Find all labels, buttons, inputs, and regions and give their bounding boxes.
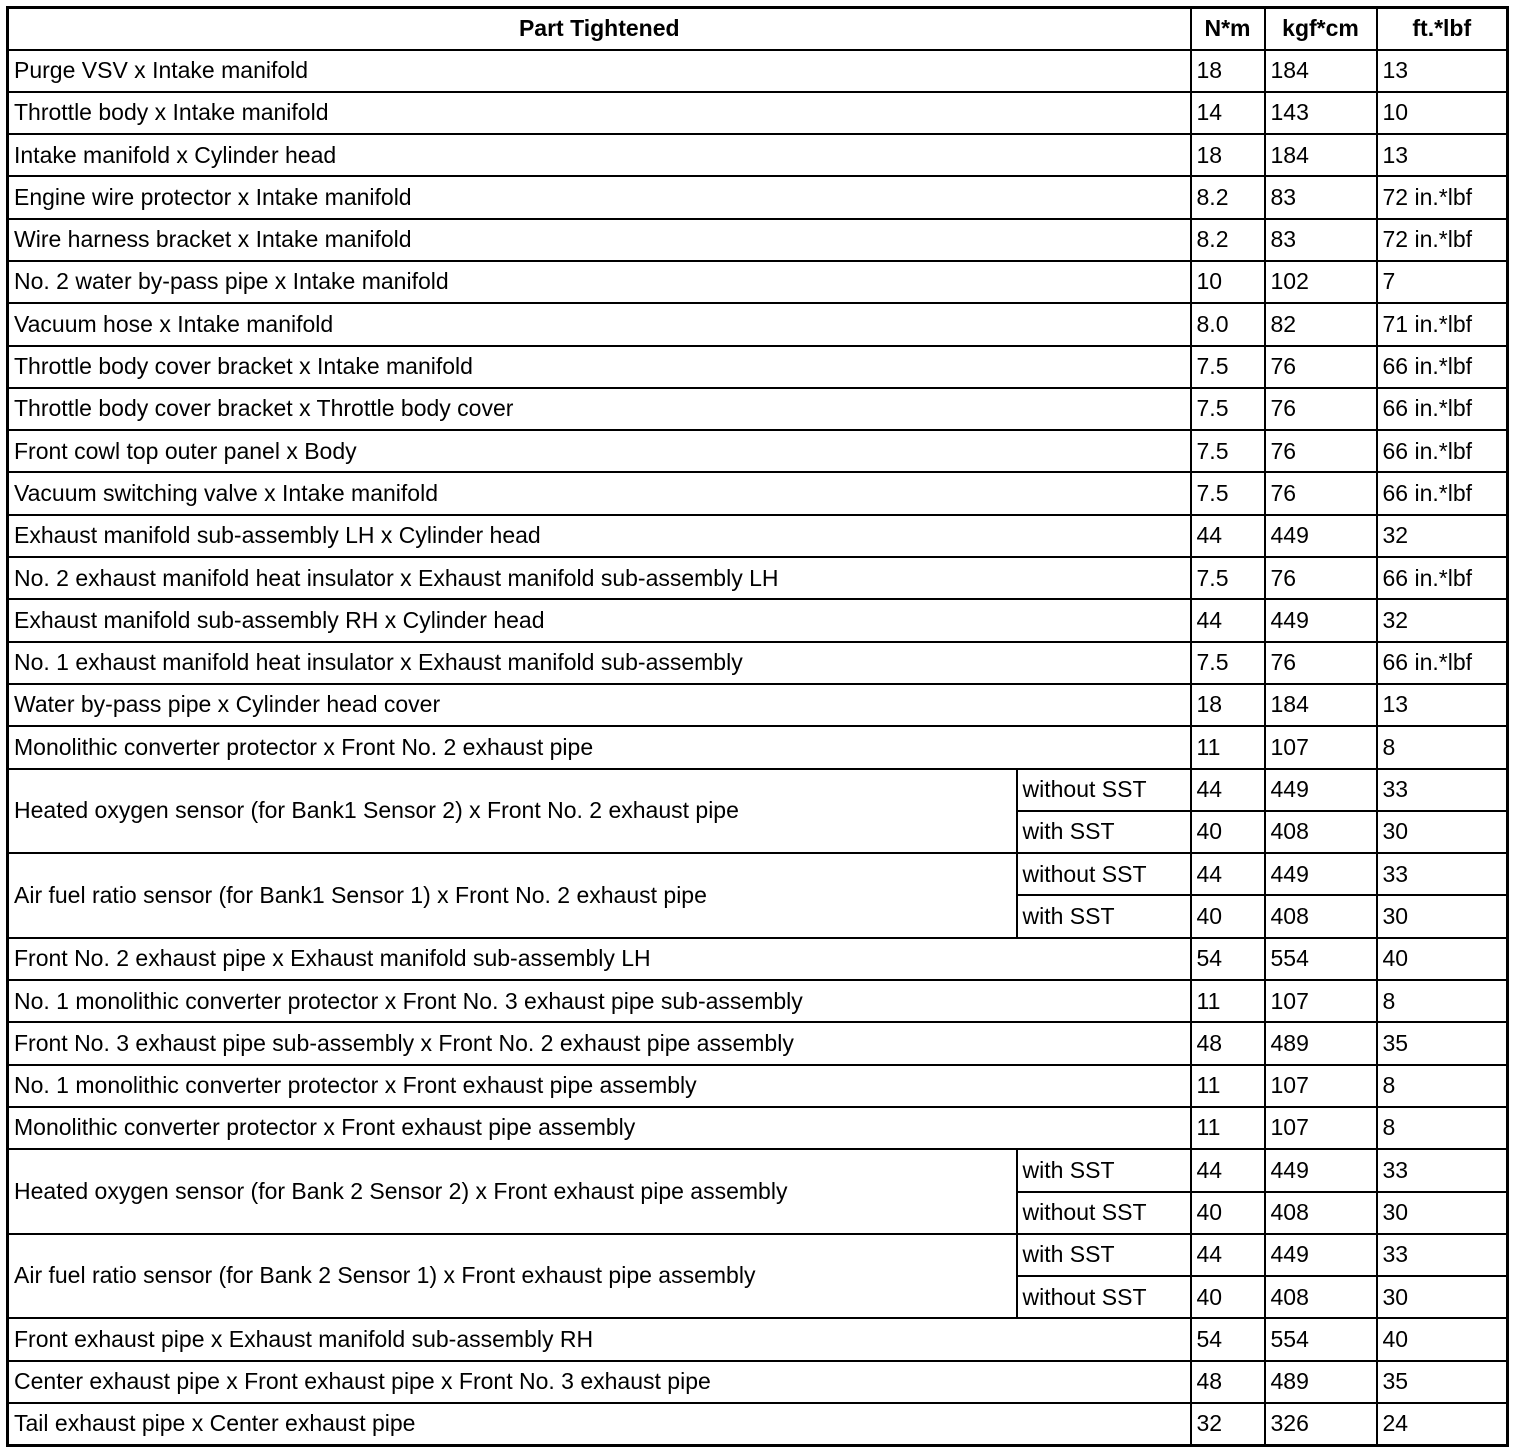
ftlbf-cell: 66 in.*lbf <box>1377 430 1508 472</box>
table-row <box>8 219 1508 261</box>
kgfcm-cell: 107 <box>1265 726 1377 768</box>
table-row <box>8 1361 1508 1403</box>
ftlbf-cell: 40 <box>1377 1318 1508 1360</box>
kgfcm-cell: 184 <box>1265 134 1377 176</box>
table-row <box>8 346 1508 388</box>
nm-cell: 7.5 <box>1191 472 1265 514</box>
ftlbf-cell: 24 <box>1377 1403 1508 1446</box>
part-cell: Front No. 3 exhaust pipe sub-assembly x Front No. 2 exhaust pipe assembly <box>8 1022 1191 1064</box>
nm-cell: 14 <box>1191 92 1265 134</box>
table-row <box>8 515 1508 557</box>
table-row <box>8 1065 1508 1107</box>
nm-cell: 54 <box>1191 1318 1265 1360</box>
nm-cell: 18 <box>1191 50 1265 92</box>
kgfcm-cell: 76 <box>1265 472 1377 514</box>
part-cell: Tail exhaust pipe x Center exhaust pipe <box>8 1403 1191 1446</box>
part-cell: No. 2 water by-pass pipe x Intake manifold <box>8 261 1191 303</box>
table-row <box>8 1149 1508 1191</box>
kgfcm-cell: 408 <box>1265 1192 1377 1234</box>
kgfcm-cell: 408 <box>1265 895 1377 937</box>
ftlbf-cell: 13 <box>1377 134 1508 176</box>
part-cell: Throttle body cover bracket x Throttle body cover <box>8 388 1191 430</box>
table-row <box>8 1318 1508 1360</box>
part-cell: Front cowl top outer panel x Body <box>8 430 1191 472</box>
table-row <box>8 684 1508 726</box>
kgfcm-cell: 449 <box>1265 599 1377 641</box>
kgfcm-cell: 82 <box>1265 303 1377 345</box>
nm-cell: 7.5 <box>1191 642 1265 684</box>
kgfcm-cell: 408 <box>1265 1276 1377 1318</box>
nm-cell: 10 <box>1191 261 1265 303</box>
kgfcm-cell: 76 <box>1265 557 1377 599</box>
condition-cell: with SST <box>1017 1234 1191 1276</box>
kgfcm-cell: 326 <box>1265 1403 1377 1446</box>
ftlbf-cell: 66 in.*lbf <box>1377 472 1508 514</box>
part-cell: Water by-pass pipe x Cylinder head cover <box>8 684 1191 726</box>
table-row <box>8 726 1508 768</box>
kgfcm-cell: 554 <box>1265 938 1377 980</box>
table-row <box>8 430 1508 472</box>
condition-cell: without SST <box>1017 853 1191 895</box>
ftlbf-cell: 32 <box>1377 599 1508 641</box>
nm-cell: 8.2 <box>1191 176 1265 218</box>
ftlbf-cell: 35 <box>1377 1361 1508 1403</box>
part-cell: No. 1 exhaust manifold heat insulator x Exhaust manifold sub-assembly <box>8 642 1191 684</box>
part-cell: Purge VSV x Intake manifold <box>8 50 1191 92</box>
part-cell: Intake manifold x Cylinder head <box>8 134 1191 176</box>
nm-cell: 7.5 <box>1191 388 1265 430</box>
part-cell: Heated oxygen sensor (for Bank 2 Sensor 2) x Front exhaust pipe assembly <box>8 1149 1017 1234</box>
part-cell: Monolithic converter protector x Front No. 2 exhaust pipe <box>8 726 1191 768</box>
ftlbf-cell: 66 in.*lbf <box>1377 346 1508 388</box>
condition-cell: with SST <box>1017 895 1191 937</box>
part-cell: Engine wire protector x Intake manifold <box>8 176 1191 218</box>
nm-cell: 7.5 <box>1191 346 1265 388</box>
part-cell: Air fuel ratio sensor (for Bank1 Sensor 1) x Front No. 2 exhaust pipe <box>8 853 1017 938</box>
kgfcm-cell: 76 <box>1265 430 1377 472</box>
ftlbf-cell: 13 <box>1377 684 1508 726</box>
kgfcm-cell: 83 <box>1265 219 1377 261</box>
kgfcm-cell: 489 <box>1265 1022 1377 1064</box>
ftlbf-cell: 32 <box>1377 515 1508 557</box>
table-row <box>8 938 1508 980</box>
condition-cell: without SST <box>1017 1276 1191 1318</box>
torque-spec-table <box>6 6 1509 1447</box>
ftlbf-cell: 8 <box>1377 1065 1508 1107</box>
table-row <box>8 1022 1508 1064</box>
header-ftlbf: ft.*lbf <box>1377 8 1508 50</box>
nm-cell: 8.0 <box>1191 303 1265 345</box>
table-row <box>8 472 1508 514</box>
kgfcm-cell: 76 <box>1265 346 1377 388</box>
table-row <box>8 557 1508 599</box>
kgfcm-cell: 184 <box>1265 50 1377 92</box>
ftlbf-cell: 66 in.*lbf <box>1377 388 1508 430</box>
condition-cell: with SST <box>1017 1149 1191 1191</box>
ftlbf-cell: 8 <box>1377 1107 1508 1149</box>
nm-cell: 7.5 <box>1191 430 1265 472</box>
kgfcm-cell: 554 <box>1265 1318 1377 1360</box>
kgfcm-cell: 408 <box>1265 811 1377 853</box>
kgfcm-cell: 449 <box>1265 769 1377 811</box>
part-cell: No. 2 exhaust manifold heat insulator x Exhaust manifold sub-assembly LH <box>8 557 1191 599</box>
ftlbf-cell: 72 in.*lbf <box>1377 176 1508 218</box>
kgfcm-cell: 107 <box>1265 980 1377 1022</box>
ftlbf-cell: 35 <box>1377 1022 1508 1064</box>
ftlbf-cell: 30 <box>1377 1192 1508 1234</box>
part-cell: No. 1 monolithic converter protector x Front exhaust pipe assembly <box>8 1065 1191 1107</box>
kgfcm-cell: 76 <box>1265 388 1377 430</box>
part-cell: Wire harness bracket x Intake manifold <box>8 219 1191 261</box>
table-row <box>8 92 1508 134</box>
ftlbf-cell: 33 <box>1377 1234 1508 1276</box>
part-cell: Vacuum switching valve x Intake manifold <box>8 472 1191 514</box>
table-row <box>8 853 1508 895</box>
table-row <box>8 50 1508 92</box>
table-row <box>8 261 1508 303</box>
nm-cell: 44 <box>1191 1234 1265 1276</box>
ftlbf-cell: 40 <box>1377 938 1508 980</box>
part-cell: No. 1 monolithic converter protector x Front No. 3 exhaust pipe sub-assembly <box>8 980 1191 1022</box>
nm-cell: 40 <box>1191 1276 1265 1318</box>
header-kgfcm: kgf*cm <box>1265 8 1377 50</box>
ftlbf-cell: 33 <box>1377 1149 1508 1191</box>
nm-cell: 44 <box>1191 769 1265 811</box>
table-row <box>8 176 1508 218</box>
table-row <box>8 642 1508 684</box>
nm-cell: 11 <box>1191 1107 1265 1149</box>
nm-cell: 18 <box>1191 134 1265 176</box>
table-row <box>8 388 1508 430</box>
nm-cell: 44 <box>1191 599 1265 641</box>
nm-cell: 44 <box>1191 1149 1265 1191</box>
ftlbf-cell: 30 <box>1377 811 1508 853</box>
kgfcm-cell: 107 <box>1265 1107 1377 1149</box>
kgfcm-cell: 489 <box>1265 1361 1377 1403</box>
nm-cell: 8.2 <box>1191 219 1265 261</box>
nm-cell: 48 <box>1191 1361 1265 1403</box>
kgfcm-cell: 449 <box>1265 853 1377 895</box>
part-cell: Exhaust manifold sub-assembly RH x Cylinder head <box>8 599 1191 641</box>
kgfcm-cell: 449 <box>1265 1149 1377 1191</box>
nm-cell: 40 <box>1191 811 1265 853</box>
part-cell: Throttle body x Intake manifold <box>8 92 1191 134</box>
ftlbf-cell: 30 <box>1377 895 1508 937</box>
part-cell: Center exhaust pipe x Front exhaust pipe x Front No. 3 exhaust pipe <box>8 1361 1191 1403</box>
ftlbf-cell: 71 in.*lbf <box>1377 303 1508 345</box>
kgfcm-cell: 76 <box>1265 642 1377 684</box>
header-row <box>8 8 1508 50</box>
kgfcm-cell: 184 <box>1265 684 1377 726</box>
part-cell: Front exhaust pipe x Exhaust manifold sub-assembly RH <box>8 1318 1191 1360</box>
ftlbf-cell: 7 <box>1377 261 1508 303</box>
kgfcm-cell: 449 <box>1265 515 1377 557</box>
header-part-tightened: Part Tightened <box>8 8 1191 50</box>
part-cell: Heated oxygen sensor (for Bank1 Sensor 2) x Front No. 2 exhaust pipe <box>8 769 1017 854</box>
table-row <box>8 303 1508 345</box>
nm-cell: 44 <box>1191 515 1265 557</box>
ftlbf-cell: 33 <box>1377 769 1508 811</box>
table-row <box>8 134 1508 176</box>
table-row <box>8 1234 1508 1276</box>
nm-cell: 48 <box>1191 1022 1265 1064</box>
ftlbf-cell: 66 in.*lbf <box>1377 642 1508 684</box>
kgfcm-cell: 449 <box>1265 1234 1377 1276</box>
part-cell: Front No. 2 exhaust pipe x Exhaust manifold sub-assembly LH <box>8 938 1191 980</box>
table-row <box>8 980 1508 1022</box>
part-cell: Monolithic converter protector x Front exhaust pipe assembly <box>8 1107 1191 1149</box>
kgfcm-cell: 143 <box>1265 92 1377 134</box>
table-row <box>8 1403 1508 1446</box>
condition-cell: with SST <box>1017 811 1191 853</box>
nm-cell: 54 <box>1191 938 1265 980</box>
ftlbf-cell: 33 <box>1377 853 1508 895</box>
table-row <box>8 769 1508 811</box>
nm-cell: 44 <box>1191 853 1265 895</box>
kgfcm-cell: 107 <box>1265 1065 1377 1107</box>
nm-cell: 7.5 <box>1191 557 1265 599</box>
nm-cell: 11 <box>1191 726 1265 768</box>
table-body <box>8 50 1508 1446</box>
nm-cell: 40 <box>1191 895 1265 937</box>
part-cell: Throttle body cover bracket x Intake manifold <box>8 346 1191 388</box>
ftlbf-cell: 13 <box>1377 50 1508 92</box>
ftlbf-cell: 30 <box>1377 1276 1508 1318</box>
part-cell: Air fuel ratio sensor (for Bank 2 Sensor 1) x Front exhaust pipe assembly <box>8 1234 1017 1319</box>
nm-cell: 11 <box>1191 1065 1265 1107</box>
nm-cell: 32 <box>1191 1403 1265 1446</box>
condition-cell: without SST <box>1017 1192 1191 1234</box>
ftlbf-cell: 72 in.*lbf <box>1377 219 1508 261</box>
nm-cell: 40 <box>1191 1192 1265 1234</box>
ftlbf-cell: 66 in.*lbf <box>1377 557 1508 599</box>
part-cell: Vacuum hose x Intake manifold <box>8 303 1191 345</box>
condition-cell: without SST <box>1017 769 1191 811</box>
table-row <box>8 599 1508 641</box>
ftlbf-cell: 8 <box>1377 980 1508 1022</box>
header-nm: N*m <box>1191 8 1265 50</box>
nm-cell: 18 <box>1191 684 1265 726</box>
table-row <box>8 1107 1508 1149</box>
kgfcm-cell: 83 <box>1265 176 1377 218</box>
nm-cell: 11 <box>1191 980 1265 1022</box>
part-cell: Exhaust manifold sub-assembly LH x Cylinder head <box>8 515 1191 557</box>
kgfcm-cell: 102 <box>1265 261 1377 303</box>
ftlbf-cell: 10 <box>1377 92 1508 134</box>
ftlbf-cell: 8 <box>1377 726 1508 768</box>
